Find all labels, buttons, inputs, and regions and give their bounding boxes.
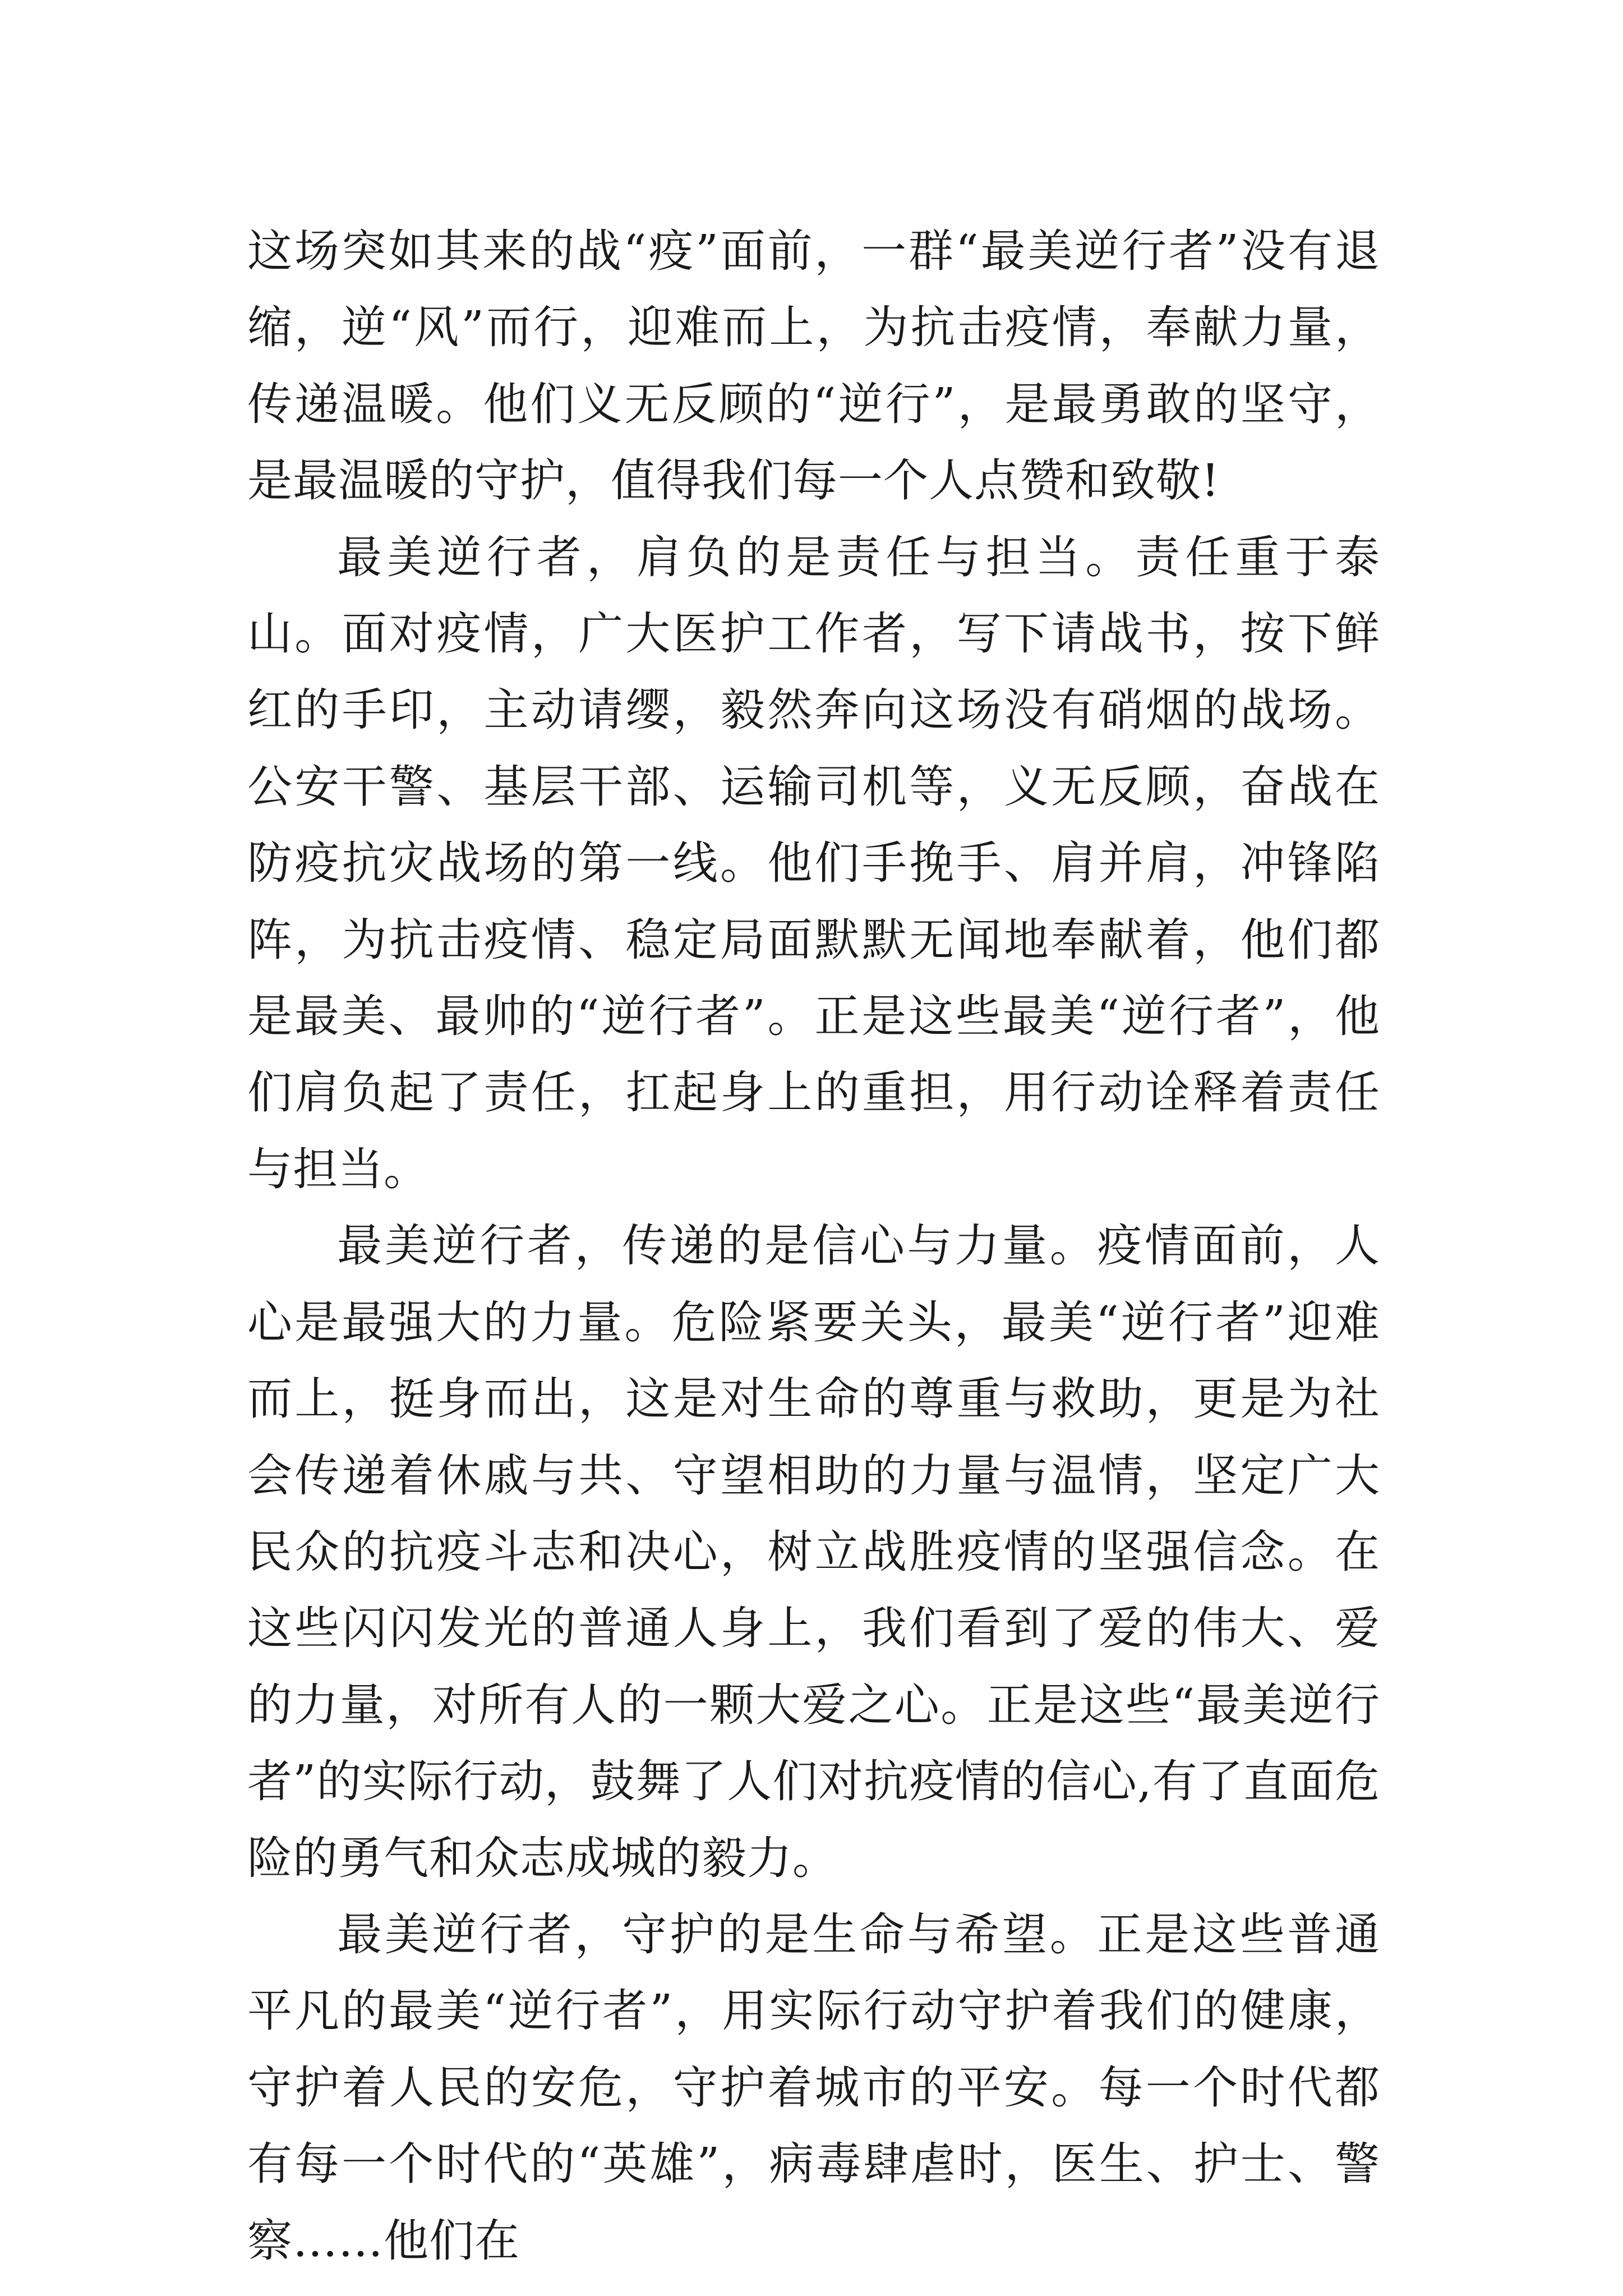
document-body <box>247 213 1380 2279</box>
paragraph-hope: 最美逆行者，守护的是生命与希望。正是这些普通平凡的最美“逆行者”，用实际行动守护着我们的健康，守护着人民的安危，守护着城市的平安。每一个时代都有每一个时代的“英雄”，病毒肆虐时，医生、护士、警察……他们在 <box>247 1908 1380 2267</box>
paragraph-confidence: 最美逆行者，传递的是信心与力量。疫情面前，人心是最强大的力量。危险紧要关头，最美“逆行者”迎难而上，挺身而出，这是对生命的尊重与救助，更是为社会传递着休戚与共、守望相助的力量与温情，坚定广大民众的抗疫斗志和决心，树立战胜疫情的坚强信念。在这些闪闪发光的普通人身上，我们看到了爱的伟大、爱的力量，对所有人的一颗大爱之心。正是这些“最美逆行者”的实际行动，鼓舞了人们对抗疫情的信心,有了直面危险的勇气和众志成城的毅力。 <box>247 1220 1380 1884</box>
paragraph-responsibility: 最美逆行者，肩负的是责任与担当。责任重于泰山。面对疫情，广大医护工作者，写下请战书，按下鲜红的手印，主动请缨，毅然奔向这场没有硝烟的战场。公安干警、基层干部、运输司机等，义无反顾，奋战在防疫抗灾战场的第一线。他们手挽手、肩并肩，冲锋陷阵，为抗击疫情、稳定局面默默无闻地奉献着，他们都是最美、最帅的“逆行者”。正是这些最美“逆行者”，他们肩负起了责任，扛起身上的重担，用行动诠释着责任与担当。 <box>247 531 1380 1195</box>
paragraph-intro: 这场突如其来的战“疫”面前，一群“最美逆行者”没有退缩，逆“风”而行，迎难而上，为抗击疫情，奉献力量，传递温暖。他们义无反顾的“逆行”，是最勇敢的坚守，是最温暖的守护，值得我们每一个人点赞和致敬! <box>247 225 1380 507</box>
